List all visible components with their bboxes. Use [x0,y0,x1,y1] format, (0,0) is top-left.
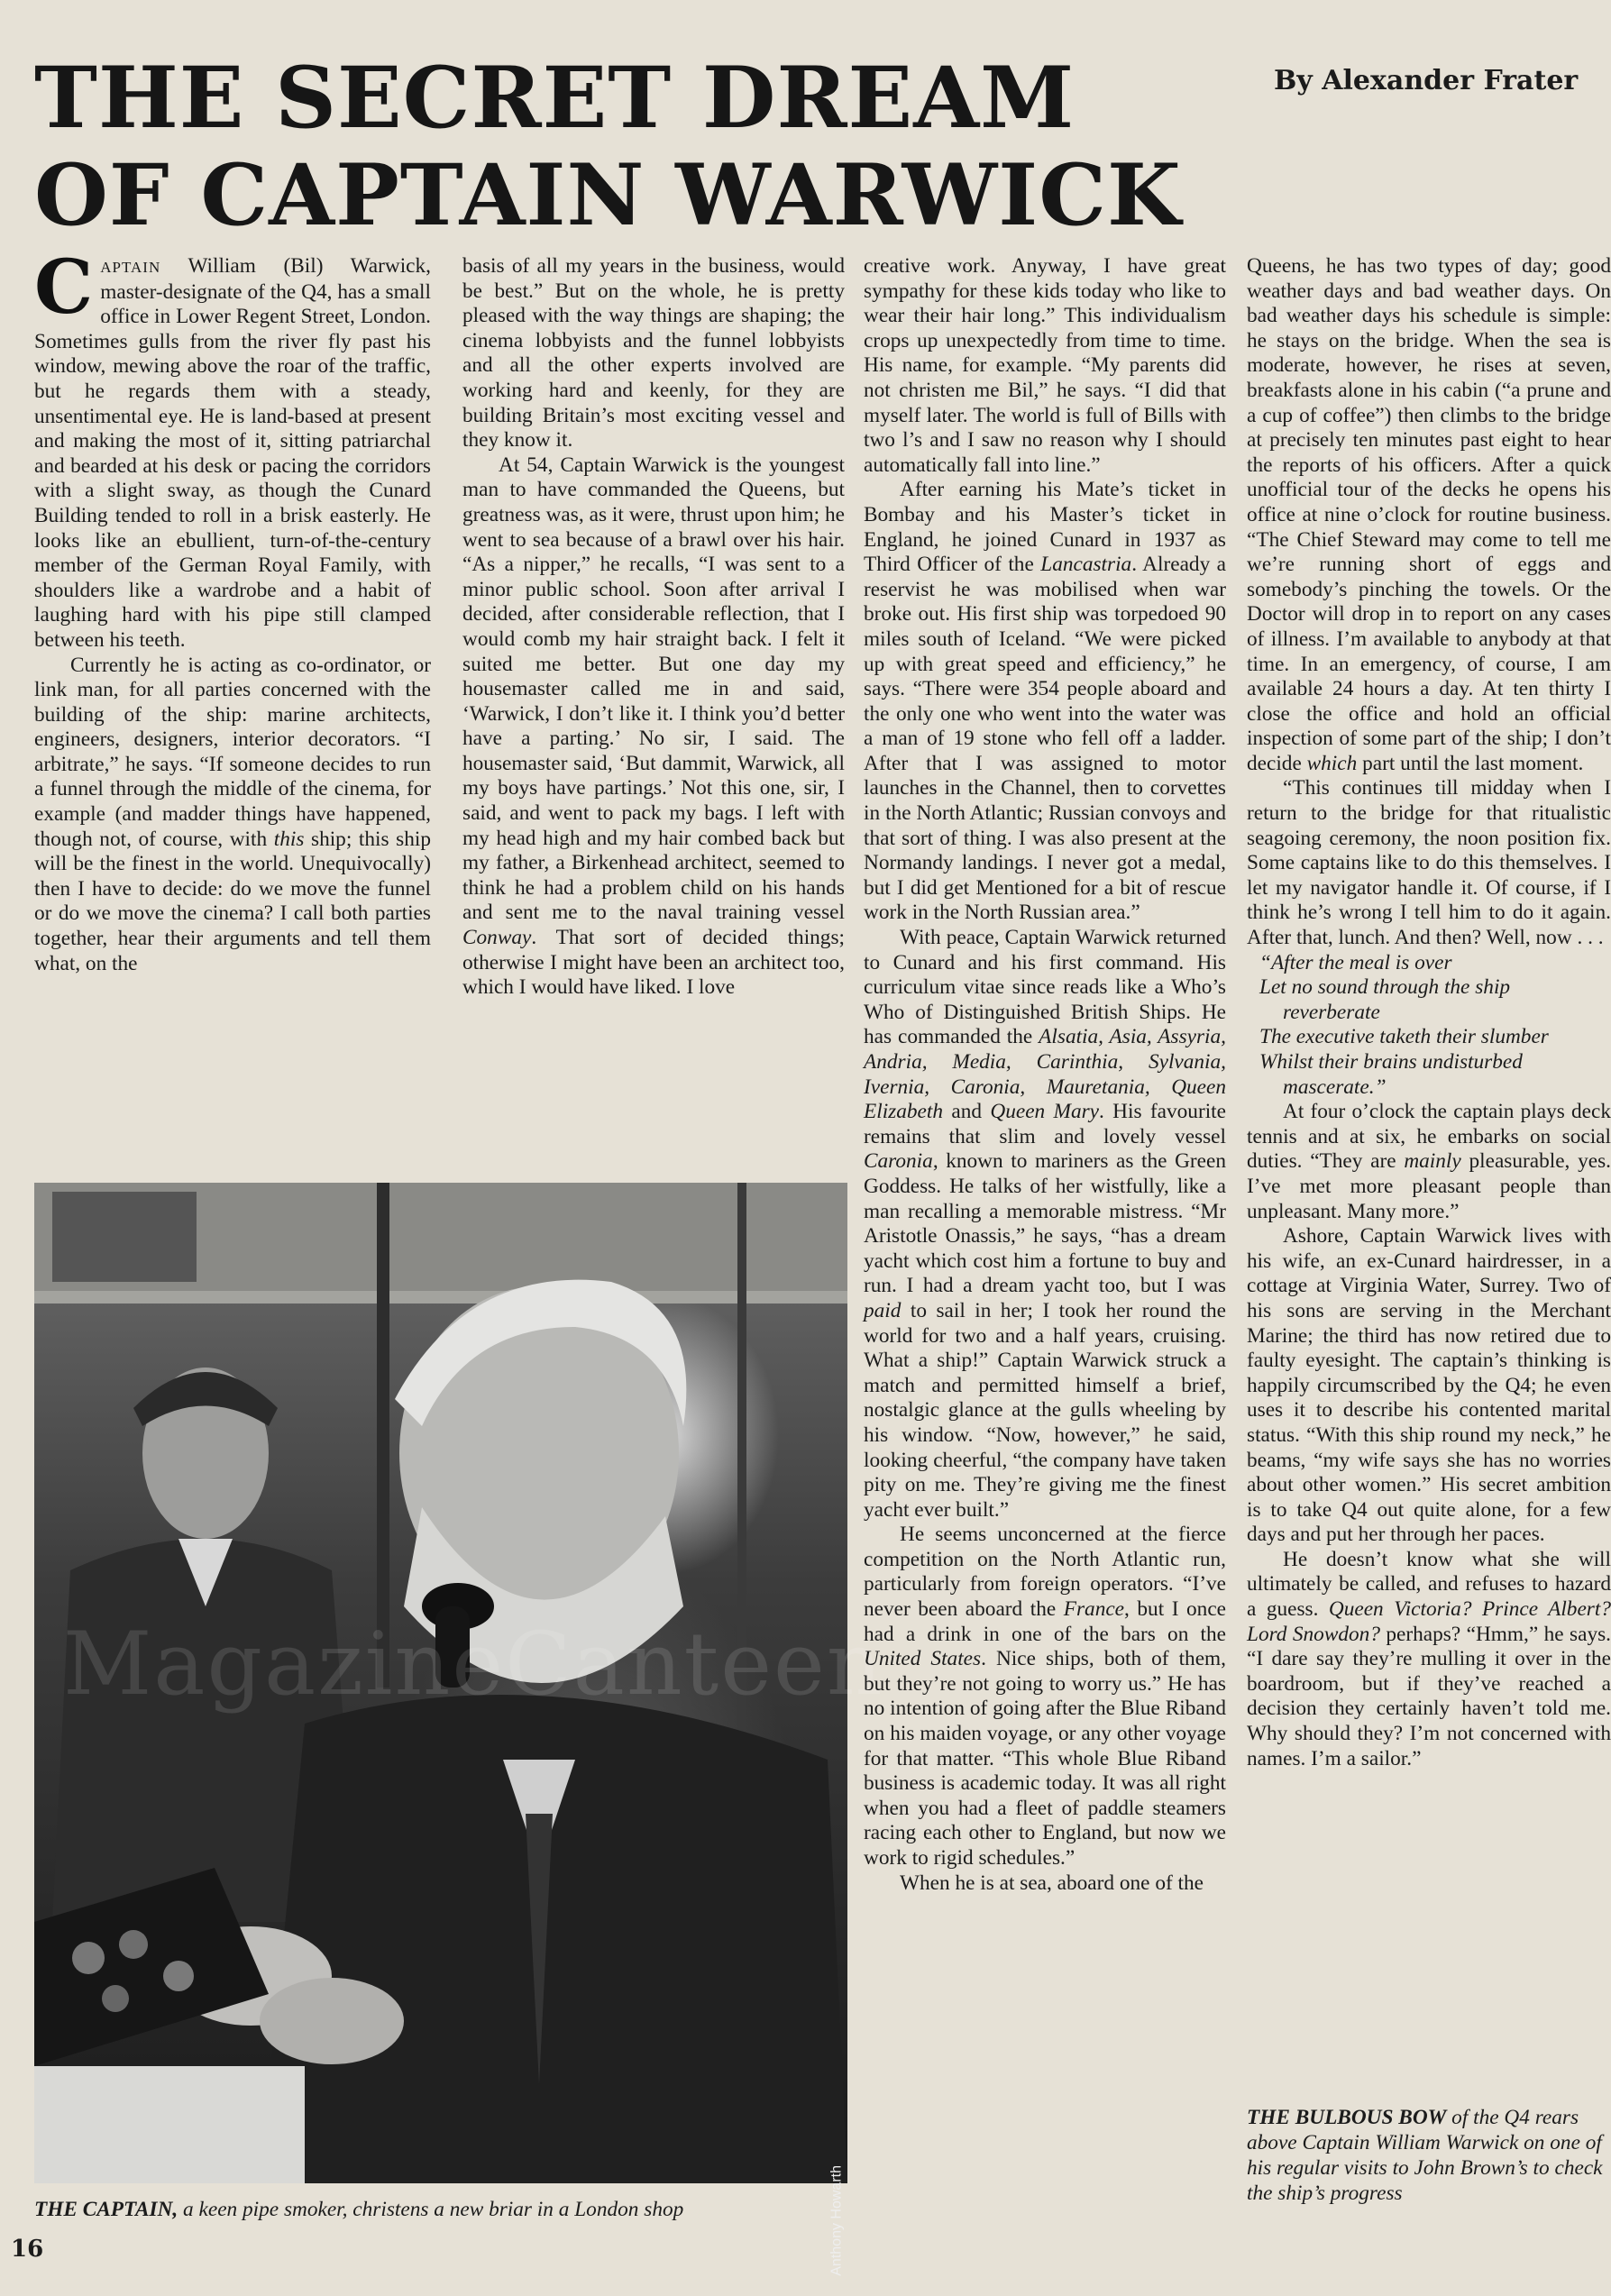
paragraph: When he is at sea, aboard one of the [900,1871,1204,1895]
paragraph: Ashore, Captain Warwick lives with his wife, an ex-Cunard hairdresser, in a cottage at Virginia Water, Surrey. Two of his sons are serving in the Merchant Marine; the third has now retired due to faulty eyesight. The captain’s thinking is happily circumscribed by the Q4; he even uses it to describe his contented marital status. “With this ship round my neck,” he beams, “my wife says she has no worries about other women.” His secret ambition is to take Q4 out quite alone, for a few days and put her through her paces. [1247,1224,1611,1547]
headline-line-2: OF CAPTAIN WARWICK [34,146,1182,245]
drop-cap: C [34,244,94,331]
paragraph: After earning his Mate’s ticket in Bombay and his Master’s ticket in England, he joined Cunard in 1937 as Third Officer of the Lancastria. Already a reservist he was mobilised when war broke out. His first ship was torpedoed 90 miles south of Iceland. “We were picked up with great speed and efficiency,” he says. “There were 354 people aboard and the only one who went into the water was a man of 19 stone who fell off a ladder. After that I was assigned to motor launches in the Channel, then to corvettes in the North Atlantic; Russian convoys and that sort of thing. I was also present at the Normandy landings. I never got a medal, but I did get Mentioned for a bit of rescue work in the North Russian area.” [864,478,1226,925]
paragraph: “This continues till midday when I return to the bridge for that ritualistic seagoing ceremony, the noon position fix. Some captains like to do this themselves. I let my navigator handle it. Of course, if I think he’s wrong I tell him to do it again. After that, lunch. And then? Well, now . . . [1247,776,1611,950]
paragraph: Currently he is acting as co-ordinator, or link man, for all parties concerned with the building of the ship: marine architects, engineers, designers, interior decorators. “I arbitrate,” he says. “If someone decides to run a funnel through the middle of the cinema, for example (and madder things have happened, though not, of course, with this ship; this ship will be the finest in the world. Unequivocally) then I have to decide: do we move the funnel or do we move the cinema? I call both parties together, hear their arguments and tell them what, on the [34,653,431,975]
paragraph: He doesn’t know what she will ultimately be called, and refuses to hazard a guess. Queen Victoria? Prince Albert? Lord Snowdon? perhaps? “Hmm,” he says. “I dare say they’re mulling it over in the boardroom, but if they’ve reached a decision they certainly haven’t told me. Why should they? I’m not concerned with names. I’m a sailor.” [1247,1547,1611,1770]
article-column-3 [864,254,1226,2219]
paragraph: At four o’clock the captain plays deck tennis and at six, he embarks on social duties. “They are mainly pleasurable, yes. I’ve met more pleasant people than unpleasant. Many more.” [1247,1100,1611,1223]
paragraph: He seems unconcerned at the fierce competition on the North Atlantic run, particularly from foreign operators. “I’ve never been aboard the France, but I once had a drink in one of the bars on the United States. Nice ships, both of them, but they’re not going to worry us.” He has no intention of going after the Blue Riband on his maiden voyage, or any other voyage for that matter. “This whole Blue Riband business is academic today. It was all right when you had a fleet of paddle steamers racing each other to England, but now we work to rigid schedules.” [864,1523,1226,1870]
page-number: 16 [11,2236,44,2263]
headline-line-1: THE SECRET DREAM [34,49,1076,148]
headline [34,50,1206,244]
photo-caption: THE CAPTAIN, a keen pipe smoker, christens a new briar in a London shop [34,2198,684,2221]
paragraph: At 54, Captain Warwick is the youngest man to have commanded the Queens, but greatness was, as it were, thrust upon him; he went to sea because of a brawl over his hair. “As a nipper,” he recalls, “I was sent to a minor public school. Soon after arrival I decided, after considerable reflection, that I would comb my hair straight back. I felt it suited me better. But one day my housemaster called me in and said, ‘Warwick, I don’t like it. I think you’d better have a parting.’ No sir, I said. The housemaster said, ‘But dammit, Warwick, all my boys have partings.’ Not this one, sir, I said, and went to pack my bags. I left with my head high and my hair combed back but my father, a Birkenhead architect, seemed to think he had a problem child on his hands and sent me to the naval training vessel Conway. That sort of decided things; otherwise I might have been an architect too, which I would have liked. I love [462,453,845,1000]
paragraph: Queens, he has two types of day; good weather days and bad weather days. On bad weather days his schedule is simple: he stays on the bridge. When the sea is moderate, however, he rises at seven, breakfasts alone in his cabin (“a prune and a cup of coffee”) then climbs to the bridge at precisely ten minutes past eight to hear the reports of his officers. After a quick unofficial tour of the decks he opens his office at nine o’clock for routine business. “The Chief Steward may come to tell me we’re running short of eggs and somebody’s pinching the towels. Or the Doctor will drop in to report on any cases of illness. I’m available to anybody at that time. In an emergency, of course, I am available 24 hours a day. At ten thirty I close the office and hold an official inspection of some part of the ship; I don’t decide which part until the last moment. [1247,254,1611,775]
paragraph: basis of all my years in the business, would be best.” But on the whole, he is pretty pleased with the way things are shaping; the cinema lobbyists and the funnel lobbyists and all the other experts involved are working hard and keenly, for they are building Britain’s most exciting vessel and they know it. [462,254,845,453]
photo-credit: Anthony Howarth [829,2165,845,2276]
side-caption: THE BULBOUS BOW of the Q4 rears above Captain William Warwick on one of his regular visits to John Brown’s to check the ship’s progress [1247,2106,1603,2205]
paragraph: creative work. Anyway, I have great sympathy for these kids today who like to wear their hair long.” This individualism crops up unexpectedly from time to time. His name, for example. “My parents did not christen me Bil,” he says. “I did that myself later. The world is full of Bills with two l’s and I saw no reason why I should automatically fall into line.” [864,254,1226,477]
verse: “After the meal is over Let no sound through the ship reverberate The executive taketh their slumber Whilst their brains undisturbed mascerate.” [1259,950,1549,1099]
article-column-1 [34,244,431,1178]
byline: By Alexander Frater [1274,65,1579,96]
photo-illustration [34,1183,847,2183]
paragraph: With peace, Captain Warwick returned to Cunard and his first command. His curriculum vitae since reads like a Who’s Who of Distinguished British Ships. He has commanded the Alsatia, Asia, Assyria, Andria, Media, Carinthia, Sylvania, Ivernia, Caronia, Mauretania, Queen Elizabeth and Queen Mary. His favourite remains that slim and lovely vessel Caronia, known to mariners as the Green Goddess. He talks of her wistfully, like a man recalling a memorable mistress. “Mr Aristotle Onassis,” he says, “has a dream yacht which cost him a fortune to buy and run. I had a dream yacht too, but I was paid to sail in her; I took her round the world for two and a half years, cruising. What a ship!” Captain Warwick struck a match and permitted himself a brief, nostalgic glance at the gulls wheeling by his window. “Now, however,” he said, looking cheerful, “the company have taken pity on me. They’re giving me the finest yacht ever built.” [864,926,1226,1522]
article-column-2 [462,254,845,1178]
paragraph: CAPTAIN William (Bil) Warwick, master-designate of the Q4, has a small office in Lower Regent Street, London. Sometimes gulls from the river fly past his window, mewing above the roar of the traffic, but he regards them with a steady, unsentimental eye. He is land-based at present and making the most of it, sitting patriarchal and bearded at his desk or pacing the corridors with a slight sway, as though the Cunard Building tended to roll in a brisk easterly. He looks like an ebullient, turn-of-the-century member of the German Royal Family, with shoulders like a wardrobe and a habit of laughing hard with his pipe still clamped between his teeth. [34,244,431,652]
article-column-4 [1247,254,1611,2219]
